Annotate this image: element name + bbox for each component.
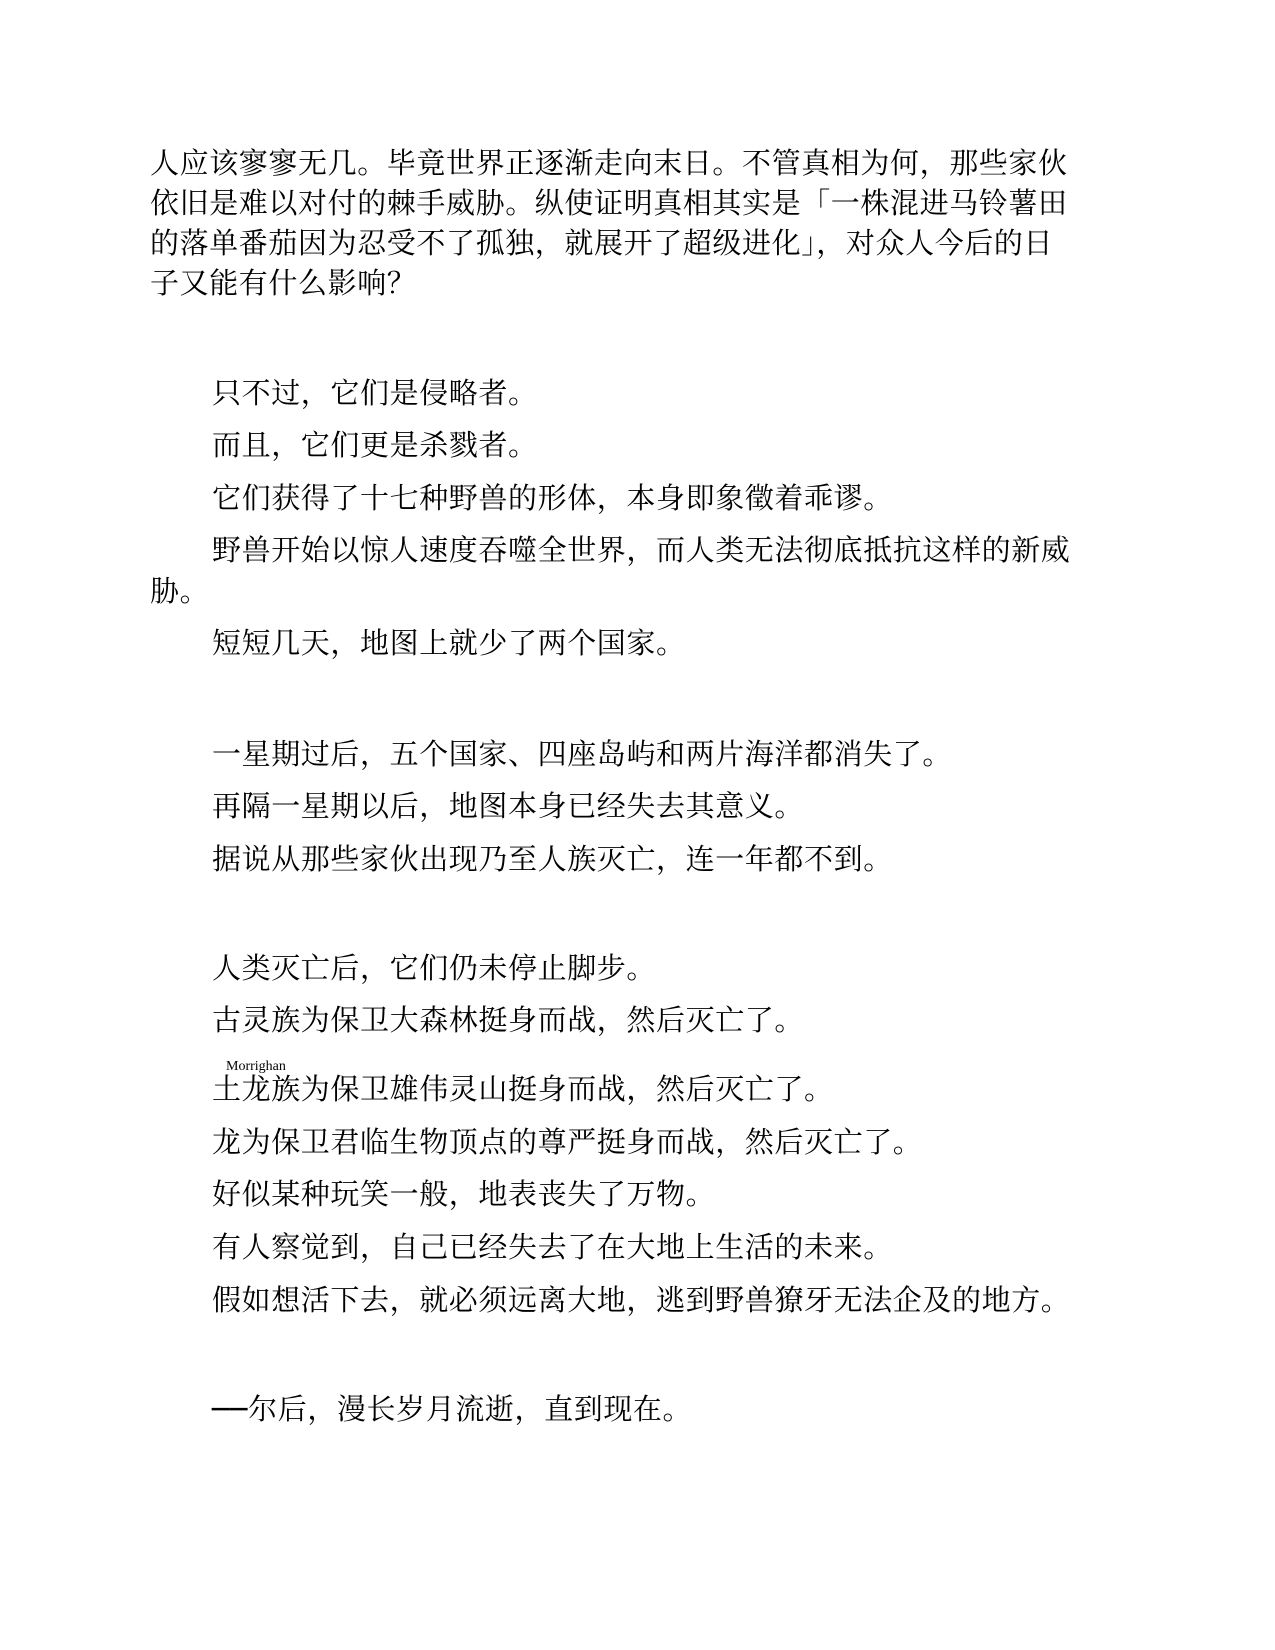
text-line: 人类灭亡后，它们仍未停止脚步。 <box>212 951 657 985</box>
paragraph-line: 子又能有什么影响？ <box>150 266 417 300</box>
paragraph-line: 的落单番茄因为忍受不了孤独，就展开了超级进化」，对众人今后的日 <box>150 226 1054 260</box>
text-line: 假如想活下去，就必须远离大地，逃到野兽獠牙无法企及的地方。 <box>212 1283 1071 1317</box>
text-line: 而且，它们更是杀戮者。 <box>212 428 538 462</box>
paragraph-line: 依旧是难以对付的棘手威胁。纵使证明真相其实是「一株混进马铃薯田 <box>150 186 1068 220</box>
closing-line: ──尔后，漫长岁月流逝，直到现在。 <box>212 1392 693 1426</box>
text-line: 再隔一星期以后，地图本身已经失去其意义。 <box>212 789 805 823</box>
ruby-annotation: Morrighan <box>226 1059 286 1074</box>
text-line: 有人察觉到，自己已经失去了在大地上生活的未来。 <box>212 1230 893 1264</box>
text-line: 胁。 <box>150 574 210 608</box>
text-line: 短短几天，地图上就少了两个国家。 <box>212 626 686 660</box>
text-line: 龙为保卫君临生物顶点的尊严挺身而战，然后灭亡了。 <box>212 1125 923 1159</box>
text-line: 野兽开始以惊人速度吞噬全世界，而人类无法彻底抵抗这样的新威 <box>212 533 1071 567</box>
paragraph-line: 人应该寥寥无几。毕竟世界正逐渐走向末日。不管真相为何，那些家伙 <box>150 146 1068 180</box>
text-line: 它们获得了十七种野兽的形体，本身即象徵着乖谬。 <box>212 481 893 515</box>
text-line: 土龙族为保卫雄伟灵山挺身而战，然后灭亡了。 <box>212 1072 834 1106</box>
text-line: 只不过，它们是侵略者。 <box>212 376 538 410</box>
text-line: 古灵族为保卫大森林挺身而战，然后灭亡了。 <box>212 1003 805 1037</box>
text-line: 据说从那些家伙出现乃至人族灭亡，连一年都不到。 <box>212 842 893 876</box>
text-line: 一星期过后，五个国家、四座岛屿和两片海洋都消失了。 <box>212 737 953 771</box>
text-line: 好似某种玩笑一般，地表丧失了万物。 <box>212 1177 716 1211</box>
